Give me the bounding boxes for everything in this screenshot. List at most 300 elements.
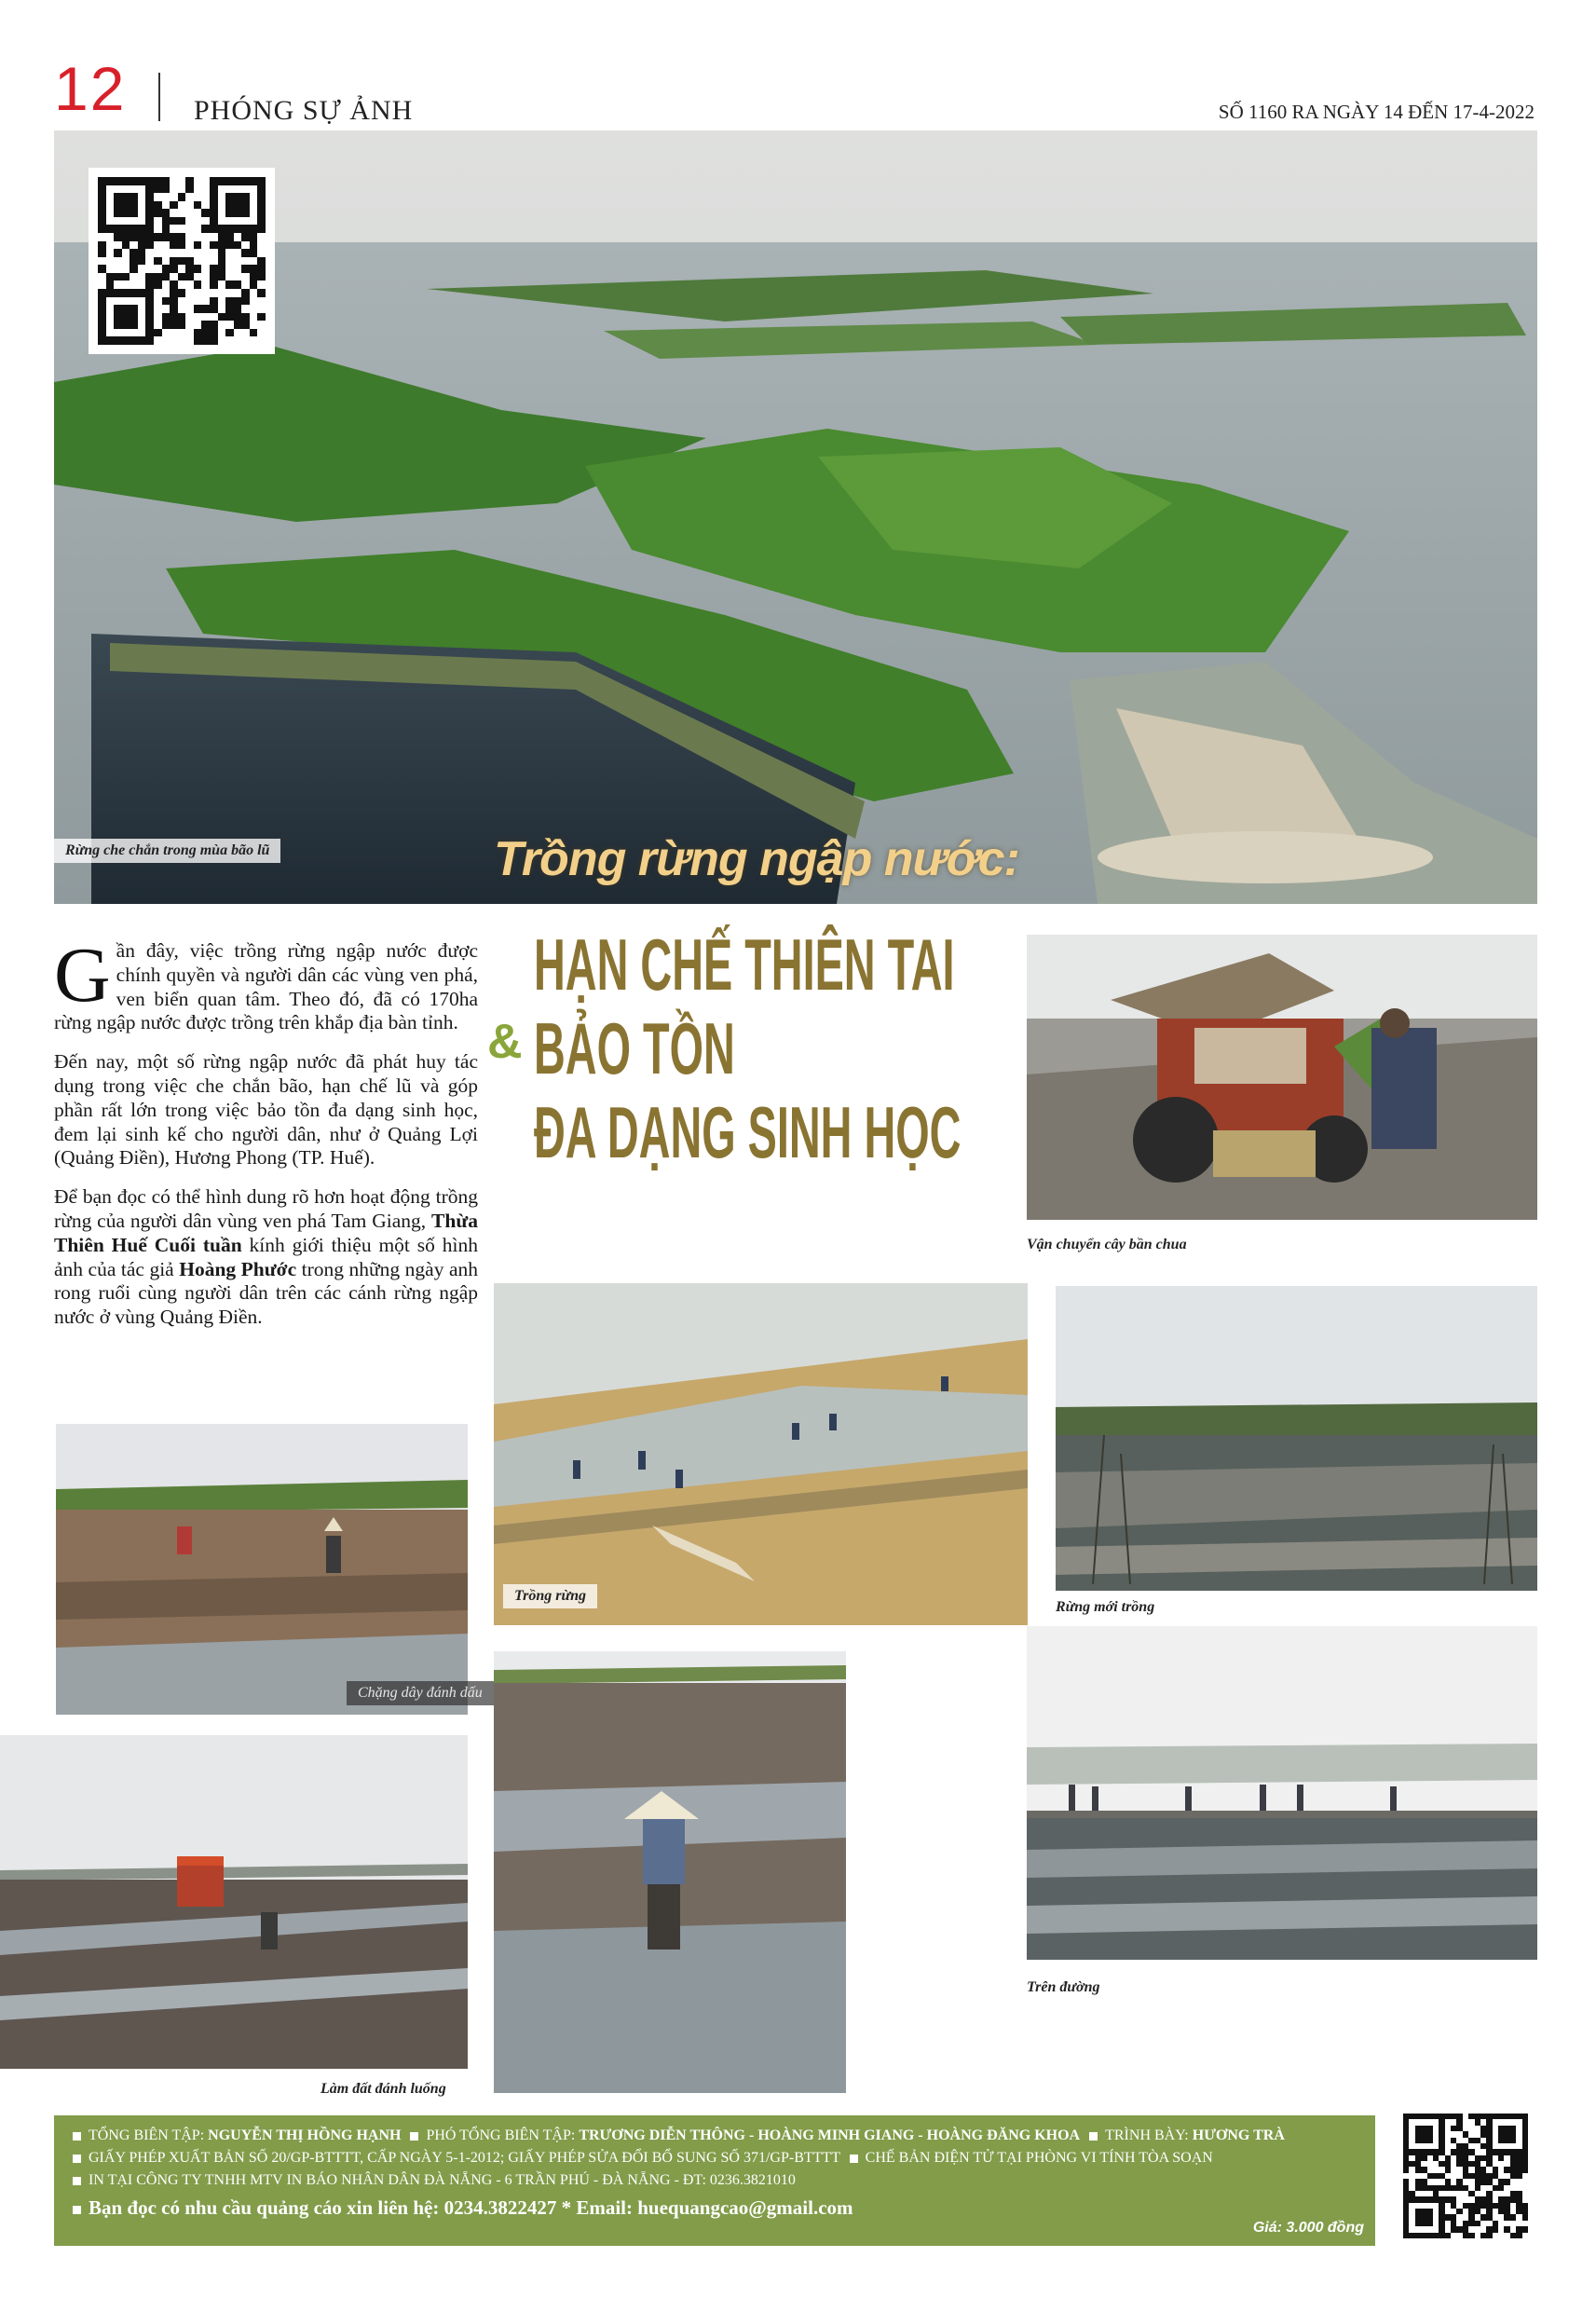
qr-module [194,336,202,345]
qr-module [145,321,154,329]
ad-contact[interactable]: Bạn đọc có nhu cầu quảng cáo xin liên hệ: 0234.3822427 * Email: huequangcao@gmail.com [89,2196,853,2219]
qr-module [250,217,258,226]
qr-code-bottom[interactable] [1398,2108,1534,2244]
photo-field-workers [56,1424,468,1715]
qr-module [130,273,138,281]
qr-module [178,193,186,201]
qr-module [178,201,186,210]
qr-module [98,193,106,201]
qr-module [241,233,250,241]
qr-module [241,241,250,250]
qr-module [154,241,162,250]
qr-module [210,289,218,297]
qr-module [114,217,122,226]
qr-module [234,305,242,313]
qr-module [162,313,171,321]
qr-module [106,201,115,210]
qr-module [106,193,115,201]
qr-module [162,201,171,210]
qr-module [210,297,218,306]
qr-module [162,233,171,241]
qr-module [154,257,162,266]
qr-module [185,209,194,217]
qr-module [162,249,171,257]
qr-module [1522,2233,1528,2238]
qr-code-top[interactable] [89,168,275,354]
qr-module [234,265,242,273]
qr-module [106,265,115,273]
qr-module [241,225,250,233]
qr-module [201,336,210,345]
qr-module [257,225,266,233]
qr-module [250,273,258,281]
qr-module [106,273,115,281]
qr-module [185,249,194,257]
qr-module [145,185,154,194]
qr-module [98,289,106,297]
qr-module [194,329,202,337]
qr-module [178,241,186,250]
qr-module [106,217,115,226]
qr-module [106,249,115,257]
qr-module [250,241,258,250]
qr-module [138,185,146,194]
qr-module [218,336,226,345]
qr-module [162,336,171,345]
qr-module [194,265,202,273]
headline-ampersand: & [487,1015,523,1069]
qr-module [98,241,106,250]
prepress-text: CHẾ BẢN ĐIỆN TỬ TẠI PHÒNG VI TÍNH TÒA SOẠN [865,2150,1213,2166]
qr-module [138,321,146,329]
caption-planting: Trồng rừng [503,1584,597,1608]
qr-module [225,313,234,321]
qr-module [145,241,154,250]
qr-module [130,265,138,273]
qr-module [98,329,106,337]
qr-module [234,321,242,329]
qr-module [178,329,186,337]
qr-module [178,336,186,345]
qr-module [185,336,194,345]
qr-module [162,257,171,266]
qr-module [130,313,138,321]
qr-module [241,280,250,289]
qr-module [210,280,218,289]
qr-module [218,289,226,297]
qr-module [154,201,162,210]
page-number: 12 [54,54,127,123]
qr-module [250,193,258,201]
qr-module [234,177,242,185]
qr-module [241,217,250,226]
qr-module [98,280,106,289]
qr-module [234,209,242,217]
qr-module [194,321,202,329]
qr-module [178,185,186,194]
qr-module [178,177,186,185]
qr-module [257,273,266,281]
qr-module [234,336,242,345]
qr-module [210,305,218,313]
qr-module [210,329,218,337]
qr-module [201,313,210,321]
deputy-editor-names: TRƯƠNG DIỄN THÔNG - HOÀNG MINH GIANG - HOÀNG ĐĂNG KHOA [579,2127,1081,2143]
qr-module [162,289,171,297]
qr-module [106,257,115,266]
price-label: Giá: 3.000 đồng [1252,2220,1364,2236]
qr-module [138,257,146,266]
qr-module [138,241,146,250]
qr-module [98,305,106,313]
qr-module [154,321,162,329]
qr-module [257,241,266,250]
qr-module [138,249,146,257]
qr-module [225,177,234,185]
qr-module [250,329,258,337]
drop-cap: G [54,932,111,1019]
qr-module [106,329,115,337]
qr-module [225,321,234,329]
qr-module [145,280,154,289]
qr-module [154,305,162,313]
qr-module [257,217,266,226]
hero-caption: Rừng che chắn trong mùa bão lũ [54,839,280,863]
qr-module [194,297,202,306]
qr-module [162,225,171,233]
qr-module [154,280,162,289]
qr-module [201,265,210,273]
qr-module [170,257,178,266]
qr-module [250,297,258,306]
qr-module [210,185,218,194]
qr-module [257,297,266,306]
qr-module [162,209,171,217]
qr-module [241,185,250,194]
qr-module [210,241,218,250]
qr-module [194,289,202,297]
photo-on-the-way [1027,1626,1537,1960]
qr-module [154,313,162,321]
qr-module [234,201,242,210]
qr-module [250,289,258,297]
qr-module [241,289,250,297]
qr-module [114,201,122,210]
caption-on-the-way: Trên đường [1027,1979,1100,1995]
qr-module [257,289,266,297]
qr-module [218,225,226,233]
qr-module [178,265,186,273]
qr-module [234,241,242,250]
photo-ploughing [0,1735,468,2069]
qr-module [130,336,138,345]
qr-module [130,289,138,297]
qr-module [98,297,106,306]
qr-module [170,329,178,337]
qr-module [210,321,218,329]
qr-module [185,257,194,266]
qr-module [106,280,115,289]
qr-module [98,313,106,321]
qr-module [185,217,194,226]
qr-module [194,241,202,250]
qr-module [162,280,171,289]
qr-module [241,313,250,321]
qr-module [185,297,194,306]
qr-module [170,193,178,201]
qr-module [122,313,130,321]
qr-module [250,305,258,313]
qr-module [154,185,162,194]
qr-module [218,201,226,210]
qr-module [138,289,146,297]
qr-module [210,313,218,321]
footer-license-line [73,2147,1357,2169]
qr-module [114,265,122,273]
qr-module [162,297,171,306]
qr-module [122,289,130,297]
qr-module [218,280,226,289]
qr-module [130,225,138,233]
qr-module [201,193,210,201]
qr-module [130,297,138,306]
qr-module [185,233,194,241]
qr-module [130,305,138,313]
qr-module [106,185,115,194]
qr-module [241,177,250,185]
qr-module [241,305,250,313]
qr-module [170,225,178,233]
qr-module [257,249,266,257]
qr-module [114,225,122,233]
qr-module [114,273,122,281]
qr-module [154,225,162,233]
qr-module [138,329,146,337]
qr-module [178,233,186,241]
qr-module [178,313,186,321]
qr-module [201,177,210,185]
qr-module [201,209,210,217]
qr-module [170,313,178,321]
qr-module [210,193,218,201]
qr-pattern [98,177,266,345]
qr-module [145,257,154,266]
qr-module [98,321,106,329]
qr-module [194,280,202,289]
qr-module [194,313,202,321]
qr-module [154,273,162,281]
qr-module [225,289,234,297]
headline [534,923,961,1174]
qr-module [122,201,130,210]
qr-module [194,185,202,194]
qr-module [145,265,154,273]
bullet-square [850,2155,858,2163]
qr-module [185,185,194,194]
qr-module [241,257,250,266]
qr-module [210,265,218,273]
qr-module [210,177,218,185]
qr-module [162,185,171,194]
qr-module [98,249,106,257]
photo-new-forest [1056,1286,1537,1591]
qr-module [250,225,258,233]
bullet-square [73,2155,81,2163]
qr-module [178,289,186,297]
qr-module [162,217,171,226]
qr-module [154,177,162,185]
qr-module [170,185,178,194]
qr-module [98,217,106,226]
qr-module [201,289,210,297]
article-paragraph-3 [54,1185,478,1330]
qr-module [218,241,226,250]
qr-module [194,233,202,241]
qr-module [185,305,194,313]
qr-module [170,201,178,210]
qr-module [225,280,234,289]
qr-module [130,241,138,250]
qr-module [122,177,130,185]
qr-module [154,193,162,201]
qr-module [194,305,202,313]
qr-module [122,193,130,201]
qr-module [114,209,122,217]
qr-module [218,217,226,226]
qr-module [210,273,218,281]
qr-module [145,233,154,241]
qr-module [170,209,178,217]
header-divider [158,73,160,121]
qr-module [162,329,171,337]
qr-module [234,297,242,306]
qr-module [145,249,154,257]
publication-name: Thừa Thiên Huế Cuối tuần [54,1209,478,1256]
qr-module [145,289,154,297]
qr-module [130,233,138,241]
qr-module [210,209,218,217]
qr-module [218,313,226,321]
qr-module [114,249,122,257]
qr-module [241,193,250,201]
qr-module [106,313,115,321]
qr-module [250,201,258,210]
qr-module [218,257,226,266]
headline-line-1: HẠN CHẾ THIÊN TAI [534,923,955,1006]
qr-module [145,329,154,337]
qr-module [130,193,138,201]
qr-module [234,273,242,281]
qr-module [122,249,130,257]
qr-module [138,336,146,345]
qr-module [194,177,202,185]
qr-module [138,313,146,321]
qr-module [257,329,266,337]
headline-line-2: BẢO TỒN [534,1007,735,1089]
qr-module [162,273,171,281]
qr-module [138,265,146,273]
qr-module [170,321,178,329]
qr-module [201,297,210,306]
qr-module [114,305,122,313]
bullet-square [73,2206,81,2214]
qr-module [122,217,130,226]
qr-module [138,193,146,201]
qr-module [145,313,154,321]
qr-module [201,201,210,210]
qr-module [234,217,242,226]
qr-module [178,209,186,217]
qr-module [194,249,202,257]
qr-module [130,257,138,266]
qr-module [234,233,242,241]
qr-module [257,185,266,194]
headline-line-3: ĐA DẠNG SINH HỌC [534,1091,962,1173]
bullet-square [73,2132,81,2141]
qr-module [225,225,234,233]
qr-module [178,217,186,226]
qr-module [98,185,106,194]
qr-module [234,249,242,257]
bullet-square [1089,2132,1098,2141]
qr-module [241,265,250,273]
qr-module [145,225,154,233]
qr-module [122,185,130,194]
editor-label: TỔNG BIÊN TẬP: [89,2127,205,2143]
qr-module [210,201,218,210]
qr-module [162,241,171,250]
qr-module [185,321,194,329]
qr-module [241,249,250,257]
qr-module [218,177,226,185]
qr-module [218,249,226,257]
qr-module [122,321,130,329]
qr-module [145,336,154,345]
author-name: Hoàng Phước [179,1257,297,1280]
qr-module [122,265,130,273]
article-paragraph-2: Đến nay, một số rừng ngập nước đã phát huy tác dụng trong việc che chắn bão, hạn chế lũ và góp phần rất lớn trong việc bảo tồn đa dạng sinh học, đem lại sinh kế cho người dân, như ở Quảng Lợi (Quảng Điền), Hương Phong (TP. Huế). [54,1050,478,1170]
qr-module [218,185,226,194]
qr-module [106,241,115,250]
qr-module [250,321,258,329]
qr-module [210,233,218,241]
qr-module [250,177,258,185]
qr-module [250,209,258,217]
qr-module [170,217,178,226]
qr-module [210,336,218,345]
qr-module [114,257,122,266]
qr-module [201,233,210,241]
qr-module [194,193,202,201]
qr-module [122,336,130,345]
footer-masthead [54,2115,1375,2246]
qr-module [225,193,234,201]
qr-module [185,201,194,210]
qr-module [130,280,138,289]
qr-module [130,329,138,337]
qr-module [114,313,122,321]
qr-module [234,313,242,321]
qr-module [185,265,194,273]
article-paragraph-1 [54,932,478,1035]
qr-module [241,329,250,337]
photo-transport-seedlings [1027,935,1537,1220]
qr-module [210,225,218,233]
qr-module [201,225,210,233]
qr-module [210,249,218,257]
qr-module [250,185,258,194]
qr-module [201,241,210,250]
